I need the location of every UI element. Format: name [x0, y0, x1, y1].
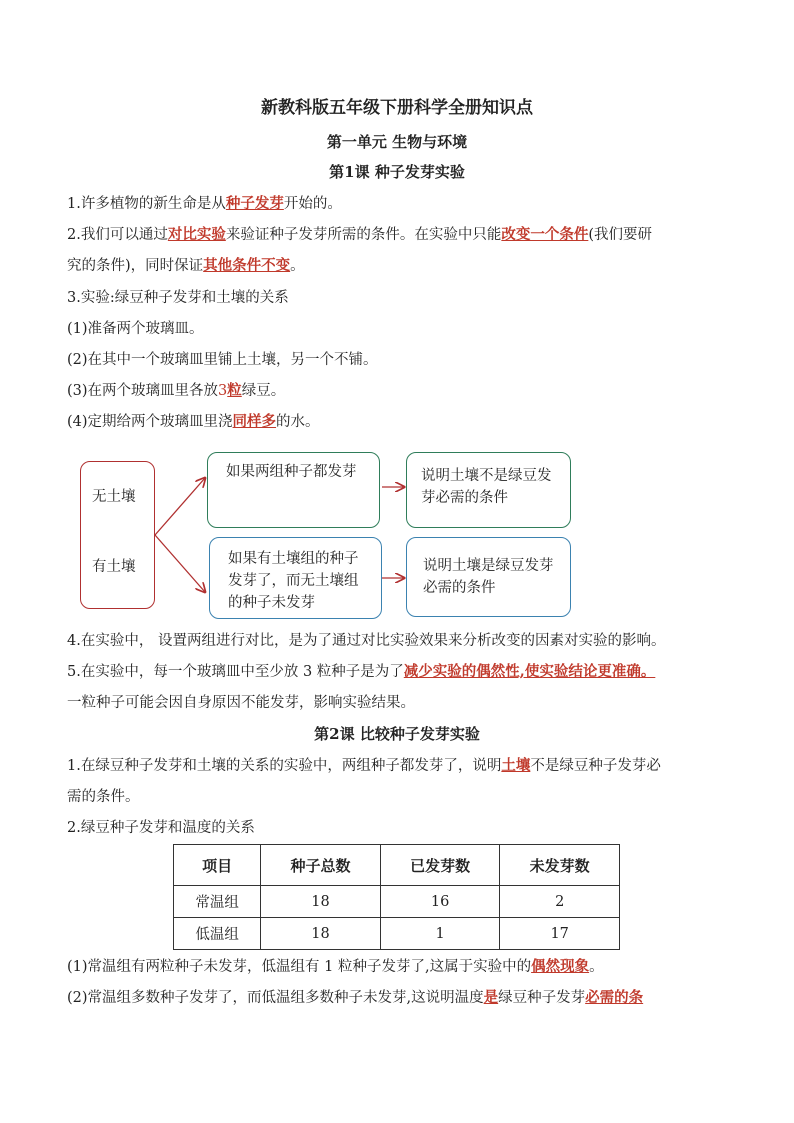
- l1-point-3: 3.实验:绿豆种子发芽和土壤的关系: [67, 290, 289, 306]
- condition-box-2: 如果有土壤组的种子发芽了，而无土壤组的种子未发芽: [209, 537, 382, 619]
- l1-step-2: (2)在其中一个玻璃皿里铺上土壤，另一个不铺。: [67, 352, 378, 368]
- arrow-to-cond2: [155, 535, 205, 592]
- l1-point-1: 1.许多植物的新生命是从种子发芽开始的。: [67, 195, 342, 212]
- lesson-2-heading: 第2课 比较种子发芽实验: [314, 725, 480, 743]
- with-soil-label: 有土壤: [92, 559, 136, 575]
- table-header-row: [174, 845, 620, 886]
- l1-step-4: (4)定期给两个玻璃皿里浇同样多的水。: [67, 413, 320, 430]
- table-cell: 常温组: [174, 886, 261, 918]
- l2-q1: (1)常温组有两粒种子未发芽，低温组有 1 粒种子发芽了,这属于实验中的偶然现象。: [67, 958, 604, 975]
- unit-heading: 第一单元 生物与环境: [326, 133, 468, 151]
- table-header: 已发芽数: [380, 845, 500, 886]
- l2-point-1: 1.在绿豆种子发芽和土壤的关系的实验中，两组种子都发芽了，说明土壤不是绿豆种子发芽必: [67, 757, 661, 774]
- table-cell: 低温组: [174, 918, 261, 950]
- table-header: 项目: [174, 845, 261, 886]
- l2-point-2: 2.绿豆种子发芽和温度的关系: [67, 820, 255, 836]
- lesson-1-heading: 第1课 种子发芽实验: [329, 163, 465, 181]
- l1-point-5: 5.在实验中，每一个玻璃皿中至少放 3 粒种子是为了减少实验的偶然性,使实验结论更准确。: [67, 663, 656, 680]
- table-row: [174, 918, 620, 950]
- result-box-1: 说明土壤不是绿豆发芽必需的条件: [406, 452, 571, 528]
- table-cell: 1: [380, 918, 500, 950]
- condition-box-1: 如果两组种子都发芽: [207, 452, 380, 528]
- table-cell: 18: [261, 918, 381, 950]
- table-header: 未发芽数: [500, 845, 620, 886]
- temperature-table: [173, 844, 620, 950]
- table-cell: 18: [261, 886, 381, 918]
- table-cell: 17: [500, 918, 620, 950]
- l1-step-3: (3)在两个玻璃皿里各放3粒绿豆。: [67, 382, 286, 399]
- l2-q2: (2)常温组多数种子发芽了，而低温组多数种子未发芽,这说明温度是绿豆种子发芽必需的条: [67, 989, 644, 1006]
- l1-point-5-cont: 一粒种子可能会因自身原因不能发芽，影响实验结果。: [67, 695, 415, 711]
- l1-point-2-cont: 究的条件)，同时保证其他条件不变。: [67, 257, 305, 274]
- table-cell: 16: [380, 886, 500, 918]
- l1-point-2: 2.我们可以通过对比实验来验证种子发芽所需的条件。在实验中只能改变一个条件(我们要研: [67, 226, 653, 243]
- table-cell: 2: [500, 886, 620, 918]
- result-box-2: 说明土壤是绿豆发芽必需的条件: [406, 537, 571, 617]
- table-header: 种子总数: [261, 845, 381, 886]
- table-row: [174, 886, 620, 918]
- l2-point-1-cont: 需的条件。: [67, 789, 140, 805]
- no-soil-label: 无土壤: [92, 489, 136, 505]
- doc-title: 新教科版五年级下册科学全册知识点: [261, 98, 533, 118]
- arrow-to-cond1: [155, 478, 205, 535]
- l1-step-1: (1)准备两个玻璃皿。: [67, 321, 204, 337]
- l1-point-4: 4.在实验中， 设置两组进行对比，是为了通过对比实验效果来分析改变的因素对实验的影响。: [67, 633, 666, 649]
